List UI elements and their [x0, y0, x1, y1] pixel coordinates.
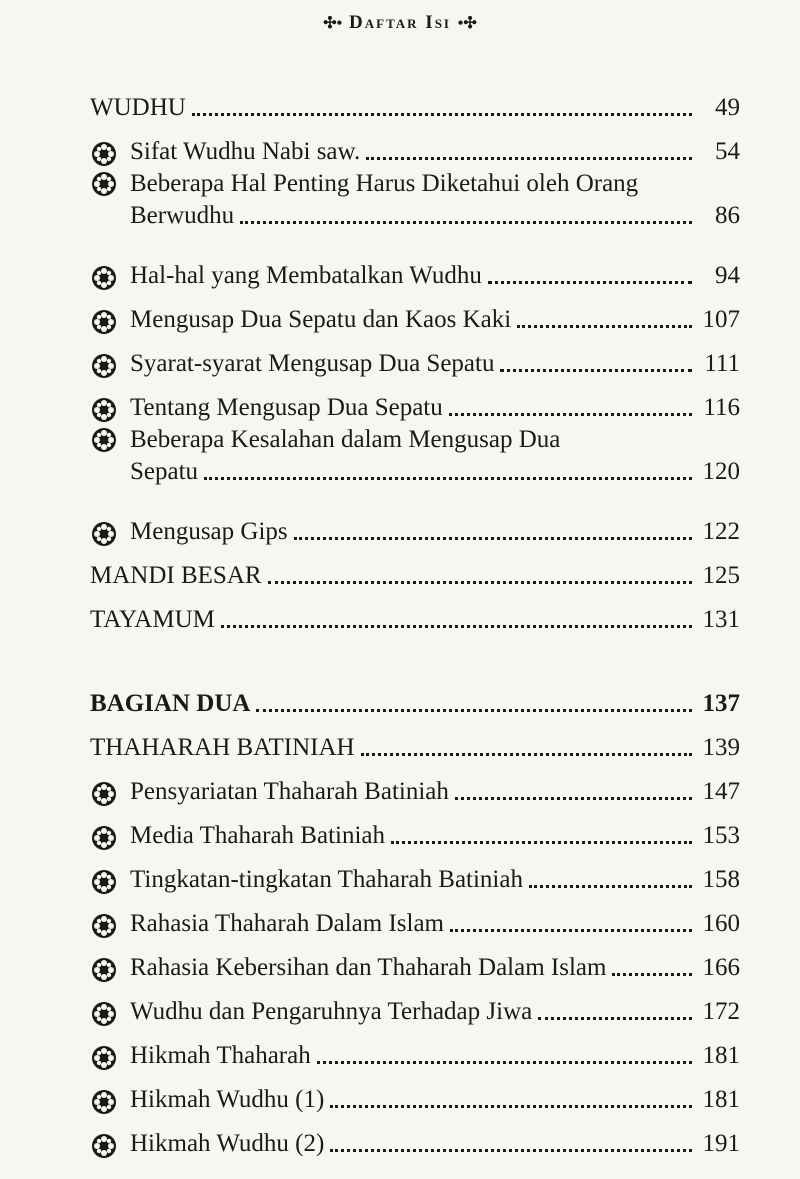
toc-title: Tentang Mengusap Dua Sepatu [130, 394, 443, 421]
toc-title: Hikmah Thaharah [130, 1042, 311, 1069]
toc-title: Media Thaharah Batiniah [130, 822, 386, 849]
toc-entry [90, 80, 740, 124]
toc-title: THAHARAH BATINIAH [90, 734, 355, 761]
flower-bullet-icon [90, 824, 130, 852]
toc-entry [90, 548, 740, 592]
ornament-right-icon: •✣ [457, 15, 477, 32]
flower-bullet-icon [90, 780, 130, 808]
leader-dots [221, 625, 692, 628]
flower-bullet-icon [90, 1088, 130, 1116]
toc-title: Mengusap Dua Sepatu dan Kaos Kaki [130, 306, 512, 333]
toc-title: TAYAMUM [90, 606, 215, 633]
toc-title: Sifat Wudhu Nabi saw. [130, 138, 361, 165]
table-of-contents [90, 80, 740, 1160]
toc-entry [90, 764, 740, 808]
leader-dots [204, 477, 692, 480]
toc-page: 166 [702, 954, 740, 981]
flower-bullet-icon [90, 264, 130, 292]
leader-dots [538, 1017, 692, 1020]
leader-dots [450, 929, 692, 932]
toc-page: 86 [715, 202, 740, 229]
toc-entry [90, 292, 740, 336]
toc-page: 116 [703, 394, 740, 421]
toc-page: 137 [702, 690, 740, 717]
flower-bullet-icon [90, 1044, 130, 1072]
toc-entry [90, 1116, 740, 1160]
toc-entry [90, 940, 740, 984]
toc-entry [90, 168, 740, 248]
leader-dots [449, 413, 692, 416]
leader-dots [500, 369, 692, 372]
header-title: Daftar Isi [349, 12, 451, 33]
toc-entry [90, 1072, 740, 1116]
leader-dots [361, 753, 692, 756]
toc-page: 120 [702, 458, 740, 485]
toc-title: Hikmah Wudhu (2) [130, 1130, 325, 1157]
flower-bullet-icon [90, 140, 130, 168]
flower-bullet-icon [90, 168, 130, 200]
toc-page: 54 [715, 138, 740, 165]
leader-dots [391, 841, 692, 844]
leader-dots [317, 1061, 692, 1064]
flower-bullet-icon [90, 396, 130, 424]
leader-dots [330, 1149, 692, 1152]
toc-title: BAGIAN DUA [90, 690, 251, 717]
toc-entry [90, 852, 740, 896]
ornament-left-icon: ✣• [323, 15, 343, 32]
toc-entry [90, 248, 740, 292]
leader-dots [192, 113, 692, 116]
toc-entry [90, 504, 740, 548]
toc-entry [90, 592, 740, 636]
toc-entry [90, 896, 740, 940]
flower-bullet-icon [90, 912, 130, 940]
leader-dots [256, 709, 692, 712]
toc-page: 158 [702, 866, 740, 893]
toc-page: 107 [702, 306, 740, 333]
toc-title: Hikmah Wudhu (1) [130, 1086, 325, 1113]
toc-page: 191 [702, 1130, 740, 1157]
toc-page: 147 [702, 778, 740, 805]
flower-bullet-icon [90, 868, 130, 896]
leader-dots [294, 537, 692, 540]
toc-entry [90, 1028, 740, 1072]
toc-title: Rahasia Kebersihan dan Thaharah Dalam Islam [130, 954, 607, 981]
leader-dots [517, 325, 692, 328]
toc-page: 181 [702, 1042, 740, 1069]
toc-page: 122 [702, 518, 740, 545]
toc-entry [90, 124, 740, 168]
leader-dots [529, 885, 692, 888]
toc-page: 125 [702, 562, 740, 589]
leader-dots [488, 281, 692, 284]
leader-dots [366, 157, 692, 160]
leader-dots [612, 973, 692, 976]
flower-bullet-icon [90, 1000, 130, 1028]
leader-dots [240, 221, 692, 224]
toc-entry [90, 808, 740, 852]
flower-bullet-icon [90, 424, 130, 456]
leader-dots [330, 1105, 692, 1108]
toc-page: 94 [715, 262, 740, 289]
flower-bullet-icon [90, 520, 130, 548]
toc-title-continued: Berwudhu [130, 202, 235, 229]
toc-title: Pensyariatan Thaharah Batiniah [130, 778, 449, 805]
toc-title: WUDHU [90, 94, 186, 121]
toc-entry [90, 336, 740, 380]
toc-page: 111 [704, 350, 740, 377]
toc-page: 181 [702, 1086, 740, 1113]
toc-entry [90, 984, 740, 1028]
toc-entry [90, 424, 740, 504]
toc-title-continued: Sepatu [130, 458, 199, 485]
flower-bullet-icon [90, 352, 130, 380]
toc-entry [90, 676, 740, 720]
toc-page: 153 [702, 822, 740, 849]
toc-entry [90, 380, 740, 424]
toc-entry [90, 720, 740, 764]
toc-title: Rahasia Thaharah Dalam Islam [130, 910, 445, 937]
toc-page: 139 [702, 734, 740, 761]
toc-page: 160 [702, 910, 740, 937]
flower-bullet-icon [90, 956, 130, 984]
flower-bullet-icon [90, 1132, 130, 1160]
toc-title: Beberapa Kesalahan dalam Mengusap Dua [130, 426, 561, 453]
toc-title: Syarat-syarat Mengusap Dua Sepatu [130, 350, 495, 377]
toc-title: Wudhu dan Pengaruhnya Terhadap Jiwa [130, 998, 533, 1025]
toc-title: MANDI BESAR [90, 562, 262, 589]
leader-dots [268, 581, 692, 584]
toc-title: Mengusap Gips [130, 518, 288, 545]
toc-title: Tingkatan-tingkatan Thaharah Batiniah [130, 866, 523, 893]
leader-dots [455, 797, 692, 800]
toc-page: 49 [715, 94, 740, 121]
running-header [0, 12, 800, 34]
toc-title: Hal-hal yang Membatalkan Wudhu [130, 262, 482, 289]
toc-page: 131 [702, 606, 740, 633]
flower-bullet-icon [90, 308, 130, 336]
toc-title: Beberapa Hal Penting Harus Diketahui oleh Orang [130, 170, 639, 197]
toc-page: 172 [702, 998, 740, 1025]
